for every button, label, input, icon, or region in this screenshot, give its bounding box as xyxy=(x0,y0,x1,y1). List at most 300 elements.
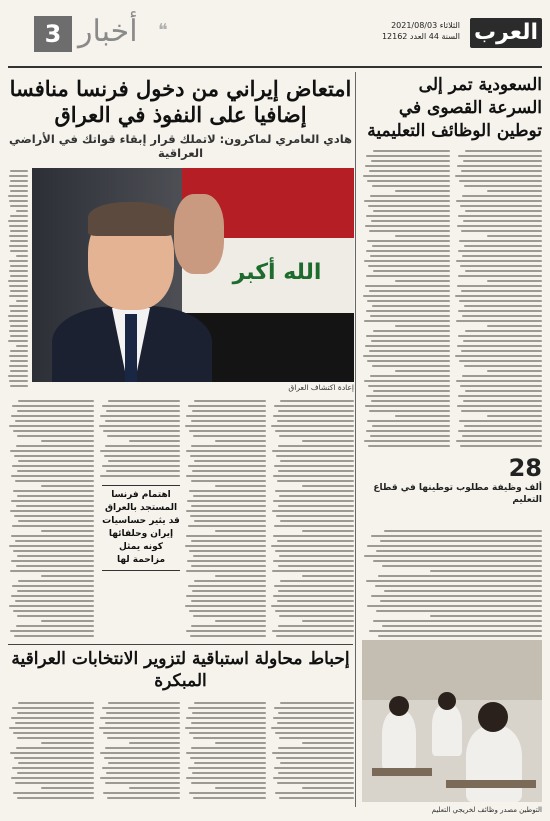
body-text-line xyxy=(461,230,542,232)
body-text-line xyxy=(15,480,94,482)
body-text-line xyxy=(456,440,542,442)
body-text-line xyxy=(41,620,94,622)
body-text-line xyxy=(100,752,180,754)
body-text-line xyxy=(186,630,266,632)
section-number: 3 xyxy=(34,16,72,52)
body-text-line xyxy=(463,340,542,342)
body-text-line xyxy=(16,625,94,627)
body-text-line xyxy=(192,470,266,472)
body-text-line xyxy=(278,590,354,592)
main-story-col1 xyxy=(270,400,354,640)
body-text-line xyxy=(278,470,354,472)
body-text-line xyxy=(380,540,542,542)
body-text-line xyxy=(366,155,450,157)
body-text-line xyxy=(15,420,94,422)
body-text-line xyxy=(278,772,354,774)
body-text-line xyxy=(194,520,266,522)
body-text-line xyxy=(463,160,542,162)
body-text-line xyxy=(455,355,542,357)
body-text-line xyxy=(189,732,266,734)
body-text-line xyxy=(275,792,354,794)
body-text-line xyxy=(464,365,542,367)
body-text-line xyxy=(278,625,354,627)
body-text-line xyxy=(367,180,450,182)
body-text-line xyxy=(370,255,450,257)
body-text-line xyxy=(487,415,542,417)
body-text-line xyxy=(8,195,28,197)
main-story-col3 xyxy=(98,400,180,480)
body-text-line xyxy=(189,792,266,794)
body-text-line xyxy=(464,245,542,247)
body-text-line xyxy=(273,535,354,537)
body-text-line xyxy=(9,295,28,297)
body-text-line xyxy=(215,485,266,487)
body-text-line xyxy=(10,240,28,242)
body-text-line xyxy=(461,350,542,352)
body-text-line xyxy=(273,500,354,502)
body-text-line xyxy=(9,605,94,607)
body-text-line xyxy=(365,285,450,287)
body-text-line xyxy=(367,605,542,607)
body-text-line xyxy=(17,555,94,557)
body-text-line xyxy=(460,265,542,267)
body-text-line xyxy=(463,220,542,222)
body-text-line xyxy=(108,400,180,402)
column-divider xyxy=(355,72,356,807)
body-text-line xyxy=(8,315,28,317)
body-text-line xyxy=(458,310,542,312)
body-text-line xyxy=(455,295,542,297)
body-text-line xyxy=(275,610,354,612)
body-text-line xyxy=(106,470,180,472)
body-text-line xyxy=(9,305,28,307)
body-text-line xyxy=(9,200,28,202)
body-text-line xyxy=(188,465,266,467)
body-text-line xyxy=(463,400,542,402)
bottom-story-rule xyxy=(8,644,353,645)
body-text-line xyxy=(100,415,180,417)
body-text-line xyxy=(10,350,28,352)
body-text-line xyxy=(460,205,542,207)
body-text-line xyxy=(11,560,94,562)
body-text-line xyxy=(17,615,94,617)
body-text-line xyxy=(275,430,354,432)
body-text-line xyxy=(188,405,266,407)
stat-number: 28 xyxy=(508,454,542,482)
body-text-line xyxy=(10,250,28,252)
body-text-line xyxy=(460,445,542,447)
body-text-line xyxy=(15,600,94,602)
body-text-line xyxy=(8,340,28,342)
body-text-line xyxy=(16,255,28,257)
body-text-line xyxy=(368,385,450,387)
body-text-line xyxy=(9,260,28,262)
body-text-line xyxy=(274,525,354,527)
body-text-line xyxy=(193,615,266,617)
student-figure xyxy=(382,710,416,770)
student-figure xyxy=(432,704,462,756)
body-text-line xyxy=(277,722,354,724)
body-text-line xyxy=(17,470,94,472)
body-text-line xyxy=(13,732,94,734)
body-text-line xyxy=(107,737,180,739)
body-text-line xyxy=(365,225,450,227)
body-text-line xyxy=(459,240,542,242)
body-text-line xyxy=(395,280,450,282)
body-text-line xyxy=(18,762,94,764)
body-text-line xyxy=(12,767,94,769)
body-text-line xyxy=(371,535,542,537)
body-text-line xyxy=(12,525,94,527)
body-text-line xyxy=(365,165,450,167)
body-text-line xyxy=(185,727,266,729)
body-text-line xyxy=(363,175,450,177)
body-text-line xyxy=(186,570,266,572)
body-text-line xyxy=(10,385,28,387)
body-text-line xyxy=(458,395,542,397)
body-text-line xyxy=(364,320,450,322)
body-text-line xyxy=(189,610,266,612)
body-text-line xyxy=(105,445,180,447)
body-text-line xyxy=(188,767,266,769)
side-story-body-lower xyxy=(362,530,542,640)
body-text-line xyxy=(465,330,542,332)
body-text-line xyxy=(8,220,28,222)
body-text-line xyxy=(193,495,266,497)
body-text-line xyxy=(280,702,354,704)
body-text-line xyxy=(10,630,94,632)
body-text-line xyxy=(461,170,542,172)
masthead xyxy=(8,14,542,62)
body-text-line xyxy=(16,210,28,212)
bottom-story-col3 xyxy=(98,702,180,802)
body-text-line xyxy=(194,580,266,582)
body-text-line xyxy=(9,320,28,322)
body-text-line xyxy=(41,787,94,789)
body-text-line xyxy=(100,717,180,719)
body-text-line xyxy=(462,435,542,437)
body-text-line xyxy=(104,757,180,759)
body-text-line xyxy=(41,485,94,487)
body-text-line xyxy=(10,275,28,277)
body-text-line xyxy=(105,420,180,422)
body-text-line xyxy=(369,410,450,412)
body-text-line xyxy=(185,605,266,607)
body-text-line xyxy=(102,465,180,467)
body-text-line xyxy=(194,702,266,704)
body-text-line xyxy=(10,170,28,172)
body-text-line xyxy=(100,475,180,477)
body-text-line xyxy=(190,455,266,457)
body-text-line xyxy=(279,737,354,739)
body-text-line xyxy=(17,737,94,739)
body-text-line xyxy=(459,180,542,182)
body-text-line xyxy=(460,385,542,387)
body-text-line xyxy=(186,475,266,477)
body-text-line xyxy=(9,245,28,247)
body-text-line xyxy=(279,555,354,557)
body-text-line xyxy=(457,165,542,167)
body-text-line xyxy=(278,712,354,714)
body-text-line xyxy=(17,435,94,437)
classroom-wall xyxy=(362,640,542,700)
left-margin-text xyxy=(8,170,28,390)
body-text-line xyxy=(193,797,266,799)
body-text-line xyxy=(215,787,266,789)
body-text-line xyxy=(9,185,28,187)
body-text-line xyxy=(18,702,94,704)
quote-mark-icon: ❝ xyxy=(158,20,168,41)
bottom-story-col2 xyxy=(184,702,266,802)
body-text-line xyxy=(186,535,266,537)
body-text-line xyxy=(17,712,94,714)
body-text-line xyxy=(272,570,354,572)
body-text-line xyxy=(215,530,266,532)
body-text-line xyxy=(278,410,354,412)
body-text-line xyxy=(189,430,266,432)
body-text-line xyxy=(458,155,542,157)
body-text-line xyxy=(458,215,542,217)
body-text-line xyxy=(382,625,542,627)
body-text-line xyxy=(10,360,28,362)
body-text-line xyxy=(194,460,266,462)
body-text-line xyxy=(364,200,450,202)
body-text-line xyxy=(456,320,542,322)
body-text-line xyxy=(103,732,180,734)
body-text-line xyxy=(364,555,542,557)
body-text-line xyxy=(368,265,450,267)
body-text-line xyxy=(274,465,354,467)
body-text-line xyxy=(191,565,266,567)
body-text-line xyxy=(9,175,28,177)
body-text-line xyxy=(9,235,28,237)
body-text-line xyxy=(191,420,266,422)
body-text-line xyxy=(280,460,354,462)
body-text-line xyxy=(186,450,266,452)
body-text-line xyxy=(459,300,542,302)
body-text-line xyxy=(215,575,266,577)
desk xyxy=(446,780,536,788)
body-text-line xyxy=(369,630,542,632)
body-text-line xyxy=(302,440,354,442)
body-text-line xyxy=(108,702,180,704)
body-text-line xyxy=(465,270,542,272)
body-text-line xyxy=(367,545,542,547)
body-text-line xyxy=(12,707,94,709)
body-text-line xyxy=(461,290,542,292)
body-text-line xyxy=(129,787,180,789)
body-text-line xyxy=(367,360,450,362)
body-text-line xyxy=(380,600,542,602)
body-text-line xyxy=(15,540,94,542)
body-text-line xyxy=(279,615,354,617)
body-text-line xyxy=(10,290,28,292)
body-text-line xyxy=(373,560,542,562)
body-text-line xyxy=(102,767,180,769)
side-story xyxy=(362,74,542,143)
body-text-line xyxy=(272,752,354,754)
body-text-line xyxy=(464,305,542,307)
body-text-line xyxy=(370,315,450,317)
body-text-line xyxy=(192,712,266,714)
body-text-line xyxy=(186,752,266,754)
body-text-line xyxy=(487,370,542,372)
body-text-line xyxy=(279,797,354,799)
body-text-line xyxy=(369,350,450,352)
body-text-line xyxy=(189,550,266,552)
body-text-line xyxy=(457,225,542,227)
body-text-line xyxy=(15,782,94,784)
body-text-line xyxy=(368,205,450,207)
body-text-line xyxy=(487,325,542,327)
body-text-line xyxy=(371,595,542,597)
body-text-line xyxy=(462,195,542,197)
classroom-photo-caption: التوطين مصدر وظائف لخريجي التعليم xyxy=(431,806,542,814)
date-text: الثلاثاء 2021/08/03 xyxy=(391,21,460,30)
body-text-line xyxy=(18,460,94,462)
body-text-line xyxy=(13,550,94,552)
body-text-line xyxy=(14,757,94,759)
body-text-line xyxy=(276,757,354,759)
body-text-line xyxy=(215,440,266,442)
body-text-line xyxy=(11,500,94,502)
body-text-line xyxy=(364,260,450,262)
body-text-line xyxy=(41,742,94,744)
body-text-line xyxy=(280,762,354,764)
bottom-headline-block xyxy=(8,648,353,692)
main-story-col4 xyxy=(8,400,94,640)
body-text-line xyxy=(41,530,94,532)
body-text-line xyxy=(11,777,94,779)
body-text-line xyxy=(371,340,450,342)
body-text-line xyxy=(369,290,450,292)
body-text-line xyxy=(373,210,450,212)
body-text-line xyxy=(100,777,180,779)
body-text-line xyxy=(41,575,94,577)
photo-caption-strip xyxy=(32,382,354,394)
body-text-line xyxy=(277,540,354,542)
pull-quote-rule-top xyxy=(102,485,180,486)
body-text-line xyxy=(9,425,94,427)
desk xyxy=(372,768,432,776)
body-text-line xyxy=(370,375,450,377)
body-text-line xyxy=(190,635,266,637)
body-text-line xyxy=(9,225,28,227)
body-text-line xyxy=(456,380,542,382)
body-text-line xyxy=(13,490,94,492)
body-text-line xyxy=(99,727,180,729)
body-text-line xyxy=(373,150,450,152)
body-text-line xyxy=(191,445,266,447)
body-text-line xyxy=(108,460,180,462)
stat-text: ألف وظيفة مطلوب توطينها في قطاع التعليم xyxy=(373,483,542,505)
body-text-line xyxy=(372,365,450,367)
body-text-line xyxy=(276,515,354,517)
body-text-line xyxy=(273,777,354,779)
body-text-line xyxy=(372,425,450,427)
body-text-line xyxy=(10,325,28,327)
body-text-line xyxy=(17,495,94,497)
body-text-line xyxy=(366,215,450,217)
body-text-line xyxy=(186,777,266,779)
side-story-body-col2 xyxy=(362,150,450,450)
body-text-line xyxy=(456,260,542,262)
body-text-line xyxy=(271,545,354,547)
person-tie xyxy=(125,314,137,382)
body-text-line xyxy=(103,430,180,432)
body-text-line xyxy=(10,215,28,217)
body-text-line xyxy=(274,405,354,407)
body-text-line xyxy=(16,445,94,447)
body-text-line xyxy=(191,540,266,542)
side-story-body-col1 xyxy=(454,150,542,450)
body-text-line xyxy=(18,580,94,582)
body-text-line xyxy=(458,335,542,337)
body-text-line xyxy=(9,330,28,332)
body-text-line xyxy=(378,575,542,577)
body-text-line xyxy=(102,707,180,709)
body-text-line xyxy=(366,430,450,432)
body-text-line xyxy=(11,595,94,597)
issue-text: السنة 44 العدد 12162 xyxy=(381,32,460,41)
body-text-line xyxy=(280,580,354,582)
body-text-line xyxy=(12,405,94,407)
body-text-line xyxy=(193,555,266,557)
body-text-line xyxy=(191,505,266,507)
newspaper-logo: العرب xyxy=(470,18,542,48)
body-text-line xyxy=(191,480,266,482)
body-text-line xyxy=(277,420,354,422)
body-text-line xyxy=(275,732,354,734)
body-text-line xyxy=(458,250,542,252)
body-text-line xyxy=(277,480,354,482)
student-figure xyxy=(466,726,522,802)
body-text-line xyxy=(365,405,450,407)
pull-quote xyxy=(102,482,180,574)
body-text-line xyxy=(105,782,180,784)
body-text-line xyxy=(108,762,180,764)
body-text-line xyxy=(41,440,94,442)
body-text-line xyxy=(16,565,94,567)
body-text-line xyxy=(12,465,94,467)
body-text-line xyxy=(107,797,180,799)
body-text-line xyxy=(100,450,180,452)
body-text-line xyxy=(462,255,542,257)
body-text-line xyxy=(9,365,28,367)
body-text-line xyxy=(99,425,180,427)
body-text-line xyxy=(302,742,354,744)
body-text-line xyxy=(188,707,266,709)
body-text-line xyxy=(16,505,94,507)
body-text-line xyxy=(185,425,266,427)
student-head xyxy=(438,692,456,710)
body-text-line xyxy=(14,515,94,517)
photo-caption: إعادة اكتشاف العراق xyxy=(288,383,354,392)
body-text-line xyxy=(368,445,450,447)
body-text-line xyxy=(457,405,542,407)
body-text-line xyxy=(465,210,542,212)
body-text-line xyxy=(273,560,354,562)
body-text-line xyxy=(277,600,354,602)
body-text-line xyxy=(458,430,542,432)
body-text-line xyxy=(192,410,266,412)
body-text-line xyxy=(14,635,94,637)
body-text-line xyxy=(367,300,450,302)
body-text-line xyxy=(186,510,266,512)
bottom-story-col1 xyxy=(270,702,354,802)
body-text-line xyxy=(369,230,450,232)
body-text-line xyxy=(458,275,542,277)
